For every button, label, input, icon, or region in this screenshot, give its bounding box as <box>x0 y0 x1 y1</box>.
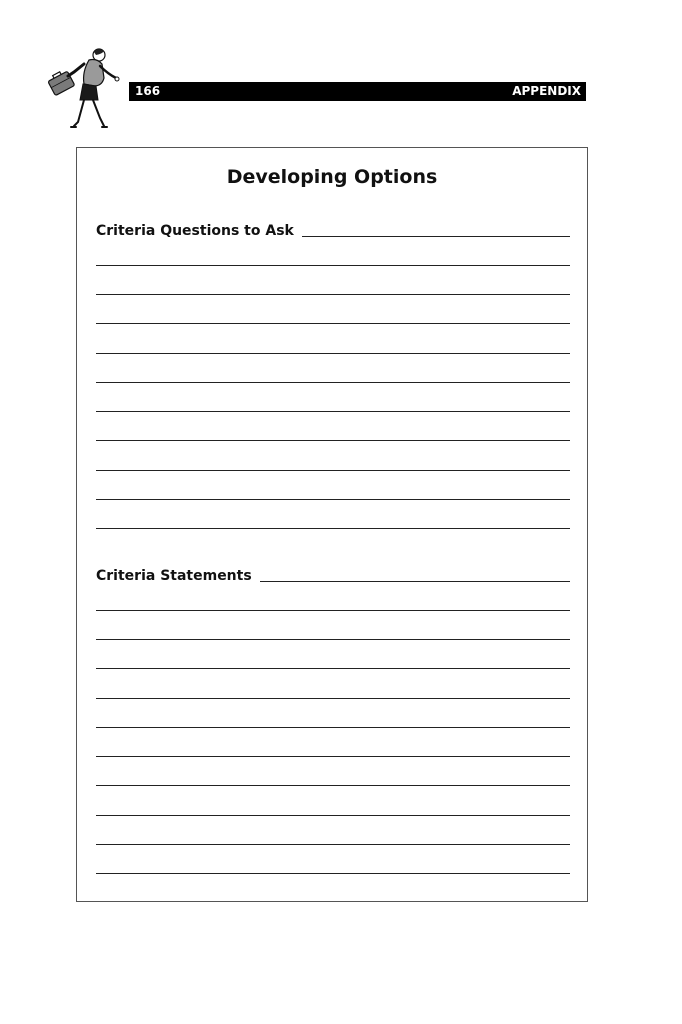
writing-line[interactable] <box>96 668 570 669</box>
writing-line[interactable] <box>96 411 570 412</box>
writing-line[interactable] <box>96 265 570 266</box>
worksheet-box <box>76 147 588 902</box>
worksheet-title: Developing Options <box>226 166 438 188</box>
writing-line[interactable] <box>96 698 570 699</box>
writing-line[interactable] <box>96 785 570 786</box>
writing-line[interactable] <box>96 353 570 354</box>
criteria-statements-heading <box>96 563 570 585</box>
writing-line[interactable] <box>96 440 570 441</box>
page-number: 166 <box>135 84 161 98</box>
writing-line[interactable] <box>96 610 570 611</box>
writing-line[interactable] <box>96 528 570 529</box>
writing-line[interactable] <box>96 815 570 816</box>
writing-line[interactable] <box>96 844 570 845</box>
writing-line[interactable] <box>96 294 570 295</box>
writing-line[interactable] <box>96 382 570 383</box>
criteria-questions-fill-line[interactable] <box>302 235 570 237</box>
running-header <box>129 82 586 101</box>
writing-line[interactable] <box>96 470 570 471</box>
criteria-questions-label: Criteria Questions to Ask <box>96 223 294 239</box>
writing-line[interactable] <box>96 727 570 728</box>
writing-line[interactable] <box>96 873 570 874</box>
writing-line[interactable] <box>96 499 570 500</box>
criteria-statements-fill-line[interactable] <box>260 580 570 582</box>
writing-line[interactable] <box>96 639 570 640</box>
criteria-statements-label: Criteria Statements <box>96 568 252 584</box>
section-name: APPENDIX <box>512 84 581 98</box>
criteria-questions-heading <box>96 218 570 240</box>
woman-with-briefcase-icon <box>44 46 124 132</box>
writing-line[interactable] <box>96 323 570 324</box>
writing-line[interactable] <box>96 756 570 757</box>
